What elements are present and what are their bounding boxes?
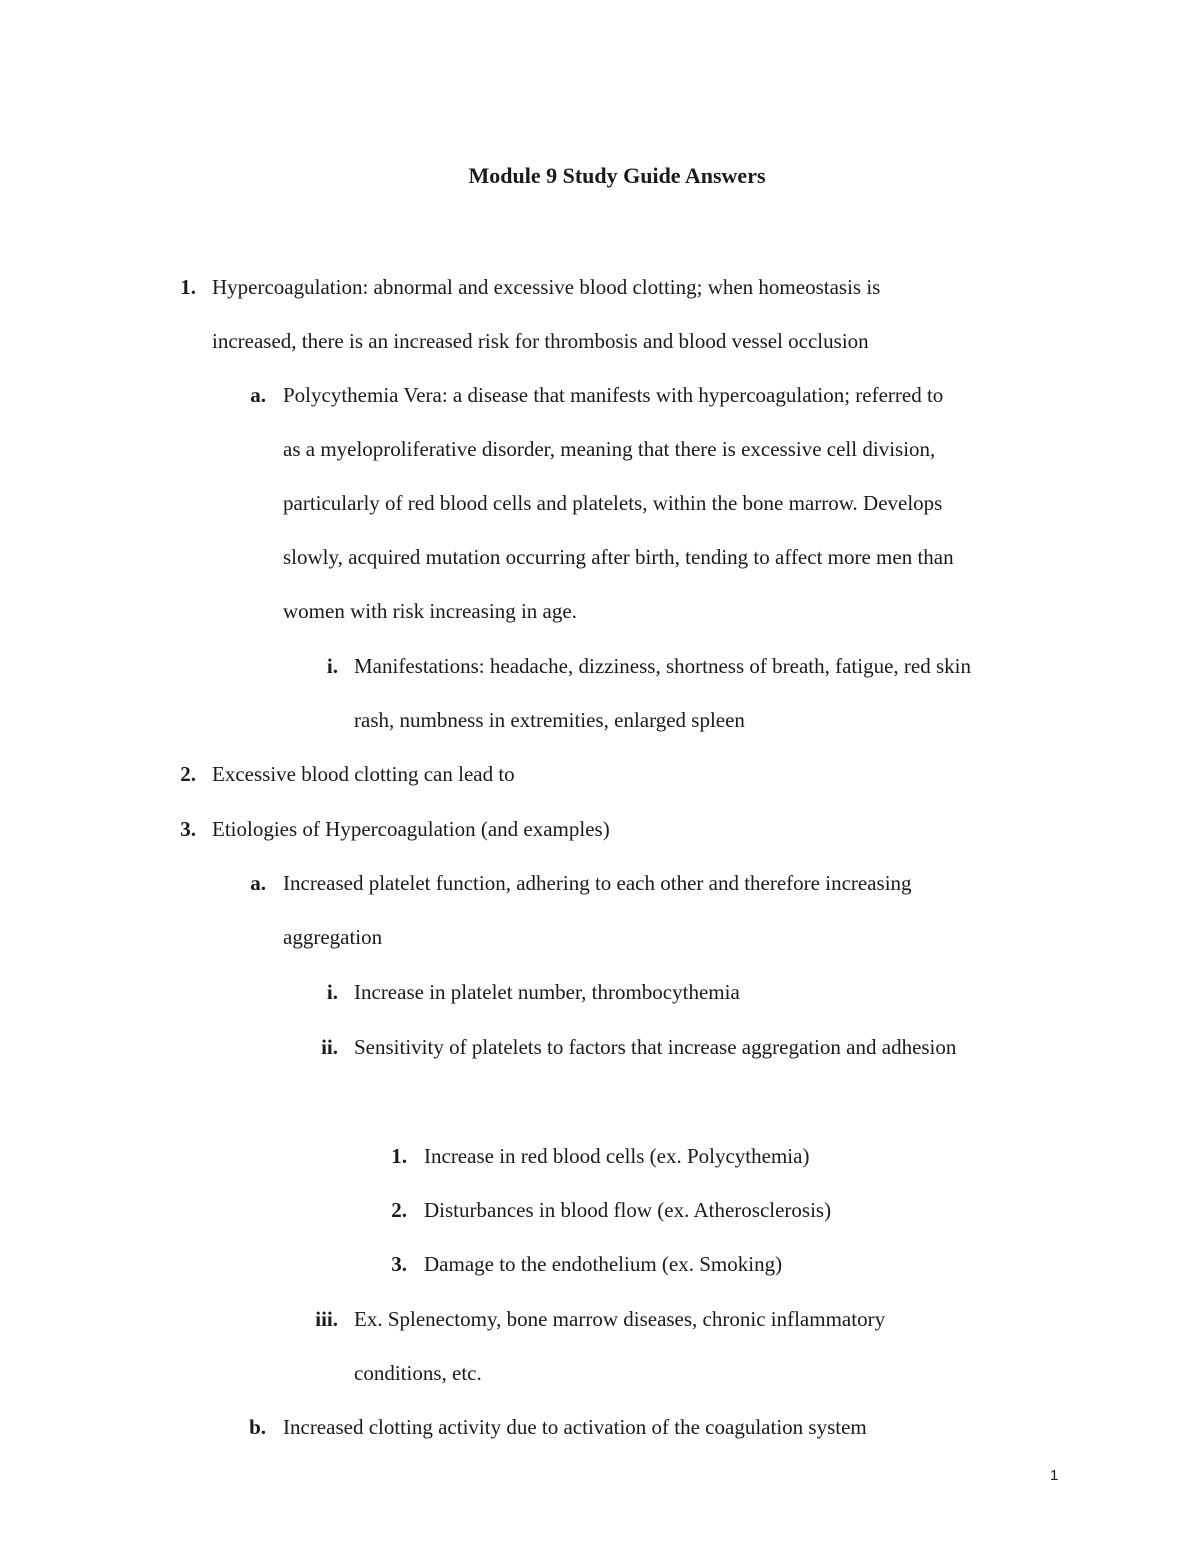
text-line: Increase in red blood cells (ex. Polycythemia) [424, 1144, 810, 1168]
list-marker: 1. [391, 1144, 407, 1168]
text-line: conditions, etc. [354, 1361, 482, 1385]
list-marker: 2. [180, 762, 196, 786]
text-line: Etiologies of Hypercoagulation (and examples) [212, 817, 610, 841]
list-marker: i. [326, 654, 338, 678]
text-line: as a myeloproliferative disorder, meaning that there is excessive cell division, [283, 437, 936, 461]
list-marker: 3. [391, 1252, 407, 1276]
text-line: women with risk increasing in age. [283, 599, 577, 623]
list-marker: i. [326, 980, 338, 1004]
list-marker: ii. [321, 1035, 338, 1059]
text-line: Increased platelet function, adhering to each other and therefore increasing [283, 871, 912, 895]
text-line: Increase in platelet number, thrombocythemia [354, 980, 740, 1004]
list-marker: 3. [180, 817, 196, 841]
text-line: Increased clotting activity due to activation of the coagulation system [283, 1415, 867, 1439]
page-title: Module 9 Study Guide Answers [468, 163, 766, 188]
text-line: Ex. Splenectomy, bone marrow diseases, chronic inflammatory [354, 1307, 886, 1331]
list-marker: iii. [315, 1307, 338, 1331]
list-marker: a. [250, 871, 266, 895]
text-line: Hypercoagulation: abnormal and excessive blood clotting; when homeostasis is [212, 275, 881, 299]
text-line: Damage to the endothelium (ex. Smoking) [424, 1252, 783, 1276]
text-line: increased, there is an increased risk for thrombosis and blood vessel occlusion [212, 329, 869, 353]
text-line: Manifestations: headache, dizziness, shortness of breath, fatigue, red skin [354, 654, 971, 678]
text-line: rash, numbness in extremities, enlarged spleen [354, 708, 745, 732]
list-marker: b. [249, 1415, 266, 1439]
list-marker: 1. [180, 275, 196, 299]
text-line: Polycythemia Vera: a disease that manifests with hypercoagulation; referred to [283, 383, 944, 407]
list-marker: 2. [391, 1198, 407, 1222]
text-line: Disturbances in blood flow (ex. Atherosclerosis) [424, 1198, 832, 1222]
text-line: Excessive blood clotting can lead to [212, 762, 515, 786]
text-line: Sensitivity of platelets to factors that increase aggregation and adhesion [354, 1035, 957, 1059]
text-line: particularly of red blood cells and platelets, within the bone marrow. Develops [283, 491, 943, 515]
text-line: aggregation [283, 925, 383, 949]
list-marker: a. [250, 383, 266, 407]
page-number: 1 [1050, 1467, 1059, 1484]
text-line: slowly, acquired mutation occurring after birth, tending to affect more men than [283, 545, 954, 569]
